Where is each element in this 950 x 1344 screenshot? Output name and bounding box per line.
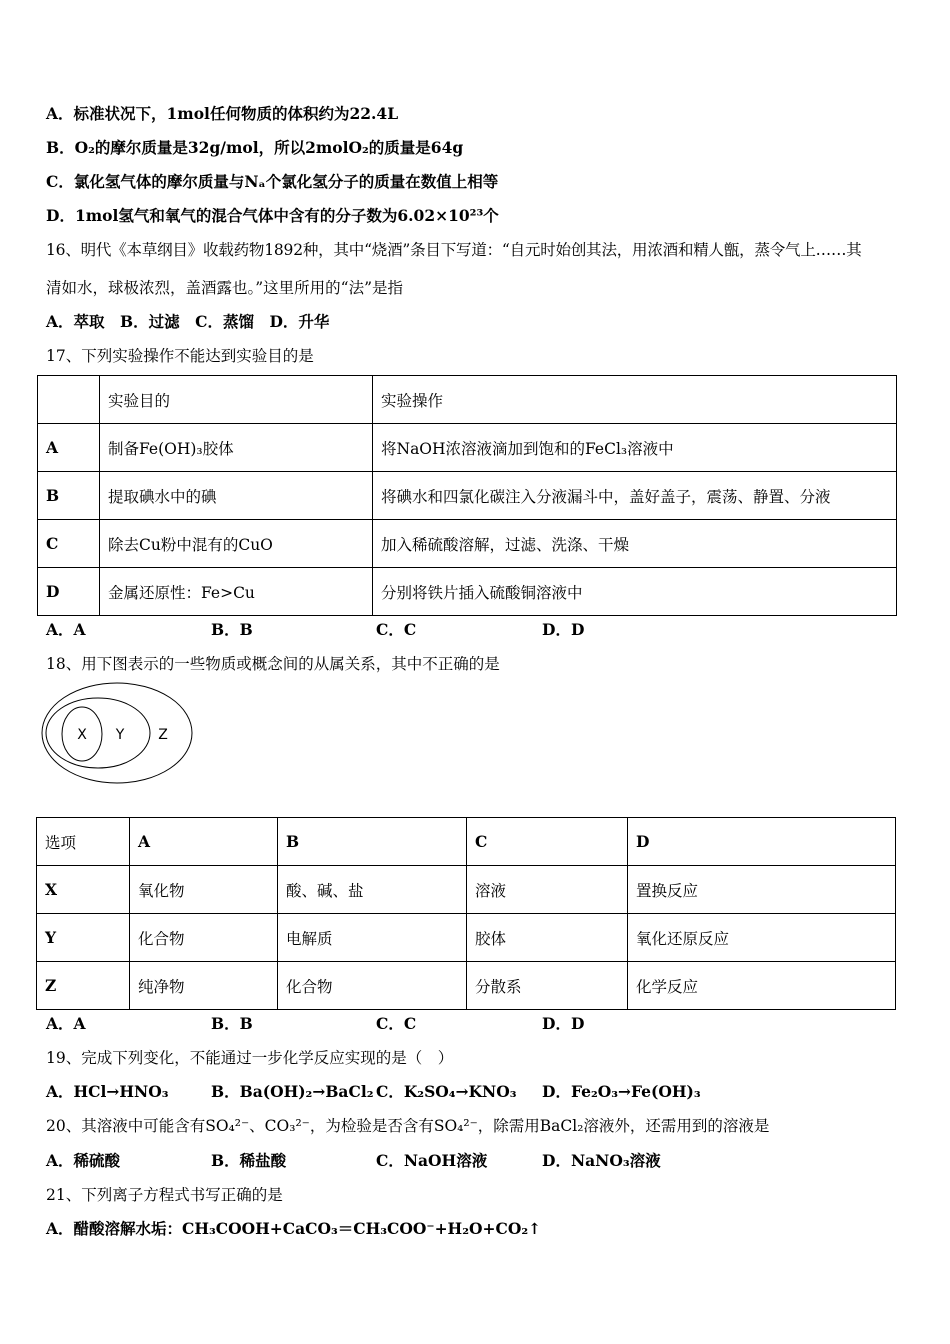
q19-option-c: C．K₂SO₄→KNO₃: [376, 1082, 517, 1101]
table-row: [37, 914, 896, 962]
q20-option-b: B．稀盐酸: [211, 1151, 287, 1170]
table-cell: B: [278, 818, 467, 866]
table-cell: A: [130, 818, 278, 866]
table-cell: B: [38, 472, 100, 520]
q19-stem: 19、完成下列变化，不能通过一步化学反应实现的是（ ）: [46, 1049, 454, 1067]
table-cell: 提取碘水中的碘: [100, 472, 373, 520]
q15-option-b: B．O₂的摩尔质量是32g/mol，所以2molO₂的质量是64g: [46, 138, 464, 157]
q16-stem-line2: 清如水，球极浓烈，盖酒露也。”这里所用的“法”是指: [46, 279, 404, 297]
q20-stem: 20、其溶液中可能含有SO₄²⁻、CO₃²⁻，为检验是否含有SO₄²⁻，除需用BaCl₂溶液外，还需用到的溶液是: [46, 1117, 770, 1135]
table-cell: C: [467, 818, 628, 866]
q15-option-a: A．标准状况下，1mol任何物质的体积约为22.4L: [46, 104, 399, 123]
q19-option-a: A．HCl→HNO₃: [46, 1082, 169, 1101]
table-cell: X: [37, 866, 130, 914]
table-row: [38, 520, 897, 568]
table-cell: 溶液: [467, 866, 628, 914]
q18-option-b: B．B: [211, 1014, 253, 1033]
q20-option-d: D．NaNO₃溶液: [542, 1151, 661, 1170]
table-cell: [38, 376, 100, 424]
z-label: Z: [158, 727, 168, 743]
table-cell: Z: [37, 962, 130, 1010]
table-cell: D: [628, 818, 896, 866]
table-row: [38, 376, 897, 424]
table-cell: 化合物: [278, 962, 467, 1010]
q17-option-c: C．C: [376, 620, 417, 639]
table-cell: 实验操作: [373, 376, 897, 424]
q17-option-b: B．B: [211, 620, 253, 639]
q18-option-a: A．A: [46, 1014, 86, 1033]
table-cell: 化学反应: [628, 962, 896, 1010]
table-row: [38, 472, 897, 520]
q18-option-d: D．D: [542, 1014, 585, 1033]
q20-option-a: A．稀硫酸: [46, 1151, 121, 1170]
q21-option-a: A．醋酸溶解水垢：CH₃COOH+CaCO₃＝CH₃COO⁻+H₂O+CO₂↑: [46, 1219, 542, 1238]
q17-table: [37, 375, 897, 616]
table-cell: Y: [37, 914, 130, 962]
table-cell: 电解质: [278, 914, 467, 962]
table-row: [38, 424, 897, 472]
table-cell: D: [38, 568, 100, 616]
table-cell: 选项: [37, 818, 130, 866]
table-cell: 化合物: [130, 914, 278, 962]
q17-stem: 17、下列实验操作不能达到实验目的是: [46, 347, 314, 365]
q18-table: [36, 817, 896, 1010]
table-cell: 分别将铁片插入硫酸铜溶液中: [373, 568, 897, 616]
q19-option-d: D．Fe₂O₃→Fe(OH)₃: [542, 1082, 701, 1101]
table-cell: 酸、碱、盐: [278, 866, 467, 914]
table-row: [37, 866, 896, 914]
table-row: [37, 818, 896, 866]
q15-option-d: D．1mol氢气和氧气的混合气体中含有的分子数为6.02×10²³个: [46, 206, 499, 225]
table-cell: 氧化物: [130, 866, 278, 914]
table-row: [38, 568, 897, 616]
q17-option-d: D．D: [542, 620, 585, 639]
q18-option-c: C．C: [376, 1014, 417, 1033]
table-cell: 氧化还原反应: [628, 914, 896, 962]
q16-stem-line1: 16、明代《本草纲目》收载药物1892种，其中“烧酒”条目下写道：“自元时始创其法，用浓酒和精人甑，蒸令气上……其: [46, 241, 862, 259]
x-label: X: [77, 727, 87, 743]
table-cell: 除去Cu粉中混有的CuO: [100, 520, 373, 568]
table-cell: 加入稀硫酸溶解，过滤、洗涤、干燥: [373, 520, 897, 568]
venn-diagram: [40, 680, 200, 788]
q20-option-c: C．NaOH溶液: [376, 1151, 488, 1170]
table-cell: 金属还原性：Fe>Cu: [100, 568, 373, 616]
table-cell: 置换反应: [628, 866, 896, 914]
table-cell: 将NaOH浓溶液滴加到饱和的FeCl₃溶液中: [373, 424, 897, 472]
q21-stem: 21、下列离子方程式书写正确的是: [46, 1186, 283, 1204]
table-cell: 纯净物: [130, 962, 278, 1010]
y-label: Y: [115, 727, 125, 743]
table-row: [37, 962, 896, 1010]
q19-option-b: B．Ba(OH)₂→BaCl₂: [211, 1082, 374, 1101]
table-cell: 分散系: [467, 962, 628, 1010]
table-cell: 实验目的: [100, 376, 373, 424]
table-cell: 胶体: [467, 914, 628, 962]
table-cell: 制备Fe(OH)₃胶体: [100, 424, 373, 472]
table-cell: C: [38, 520, 100, 568]
q16-options: A．萃取 B．过滤 C．蒸馏 D．升华: [46, 312, 330, 331]
q18-stem: 18、用下图表示的一些物质或概念间的从属关系，其中不正确的是: [46, 655, 500, 673]
table-cell: A: [38, 424, 100, 472]
q15-option-c: C．氯化氢气体的摩尔质量与Nₐ个氯化氢分子的质量在数值上相等: [46, 172, 499, 191]
table-cell: 将碘水和四氯化碳注入分液漏斗中，盖好盖子，震荡、静置、分液: [373, 472, 897, 520]
q17-option-a: A．A: [46, 620, 86, 639]
